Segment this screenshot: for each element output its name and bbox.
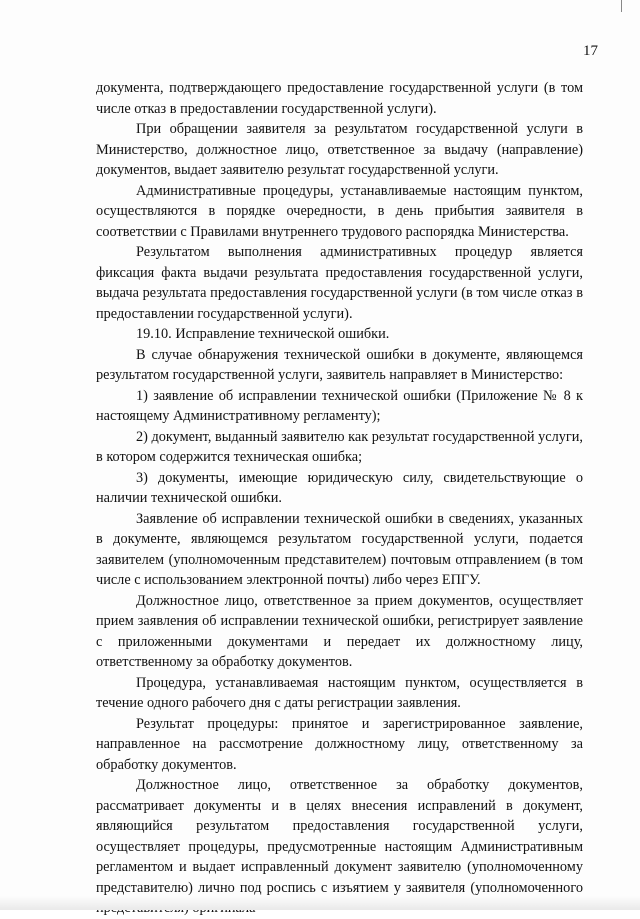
- list-item: 3) документы, имеющие юридическую силу, свидетельствующие о наличии технической ошибки.: [96, 469, 583, 506]
- scan-edge-mark: [621, 0, 622, 12]
- paragraph: Административные процедуры, устанавливаемые настоящим пунктом, осуществляются в порядке очередности, в день прибытия заявителя в соответствии с Правилами внутреннего трудового распорядка Министерства.: [96, 182, 583, 240]
- paragraph: Результатом выполнения административных процедур является фиксация факта выдачи результата предоставления государственной услуги, выдача результата предоставления государственной услуги (в том числе отказ в предоставлении государственной услуги).: [96, 244, 583, 322]
- paragraph: документа, подтверждающего предоставление государственной услуги (в том числе отказ в предоставлении государственной услуги).: [96, 80, 583, 117]
- page-number: 17: [583, 43, 598, 59]
- section-heading: 19.10. Исправление технической ошибки.: [136, 326, 390, 342]
- paragraph: При обращении заявителя за результатом государственной услуги в Министерство, должностное лицо, ответственное за выдачу (направление) документов, выдает заявителю результат государственной услуги.: [96, 121, 583, 178]
- paragraph: Результат процедуры: принятое и зарегистрированное заявление, направленное на рассмотрение должностному лицу, ответственному за обработку документов.: [96, 715, 583, 773]
- paragraph: Должностное лицо, ответственное за обработку документов, рассматривает документы и в целях внесения исправлений в документ, являющийся результатом предоставления государственной услуги, осуществляет процедуры, предусмотренные настоящим Административным регламентом и выдает исправленный документ заявителю (уполномоченному представителю) лично под роспись с изъятием у заявителя (уполномоченного: [96, 777, 583, 896]
- list-item: 1) заявление об исправлении технической ошибки (Приложение № 8 к настоящему Административному регламенту);: [96, 387, 583, 424]
- paragraph: Должностное лицо, ответственное за прием документов, осуществляет прием заявления об исправлении технической ошибки, регистрирует заявление с приложенными документами и передает их должностному лицу, ответственному за обработку документов.: [96, 592, 583, 670]
- paragraph: Заявление об исправлении технической ошибки в сведениях, указанных в документе, являющемся результатом государственной услуги, подается заявителем (уполномоченным представителем) почтовым отправлением (в том числе с использованием электронной почты) либо через ЕПГУ.: [96, 510, 583, 588]
- list-item: 2) документ, выданный заявителю как результат государственной услуги, в котором содержится техническая ошибка;: [96, 428, 583, 465]
- document-body: [96, 78, 583, 919]
- paragraph: В случае обнаружения технической ошибки в документе, являющемся результатом государственной услуги, заявитель направляет в Министерство:: [96, 346, 583, 383]
- scan-bottom-edge: [0, 896, 640, 910]
- paragraph: Процедура, устанавливаемая настоящим пунктом, осуществляется в течение одного рабочего дня с даты регистрации заявления.: [96, 674, 583, 711]
